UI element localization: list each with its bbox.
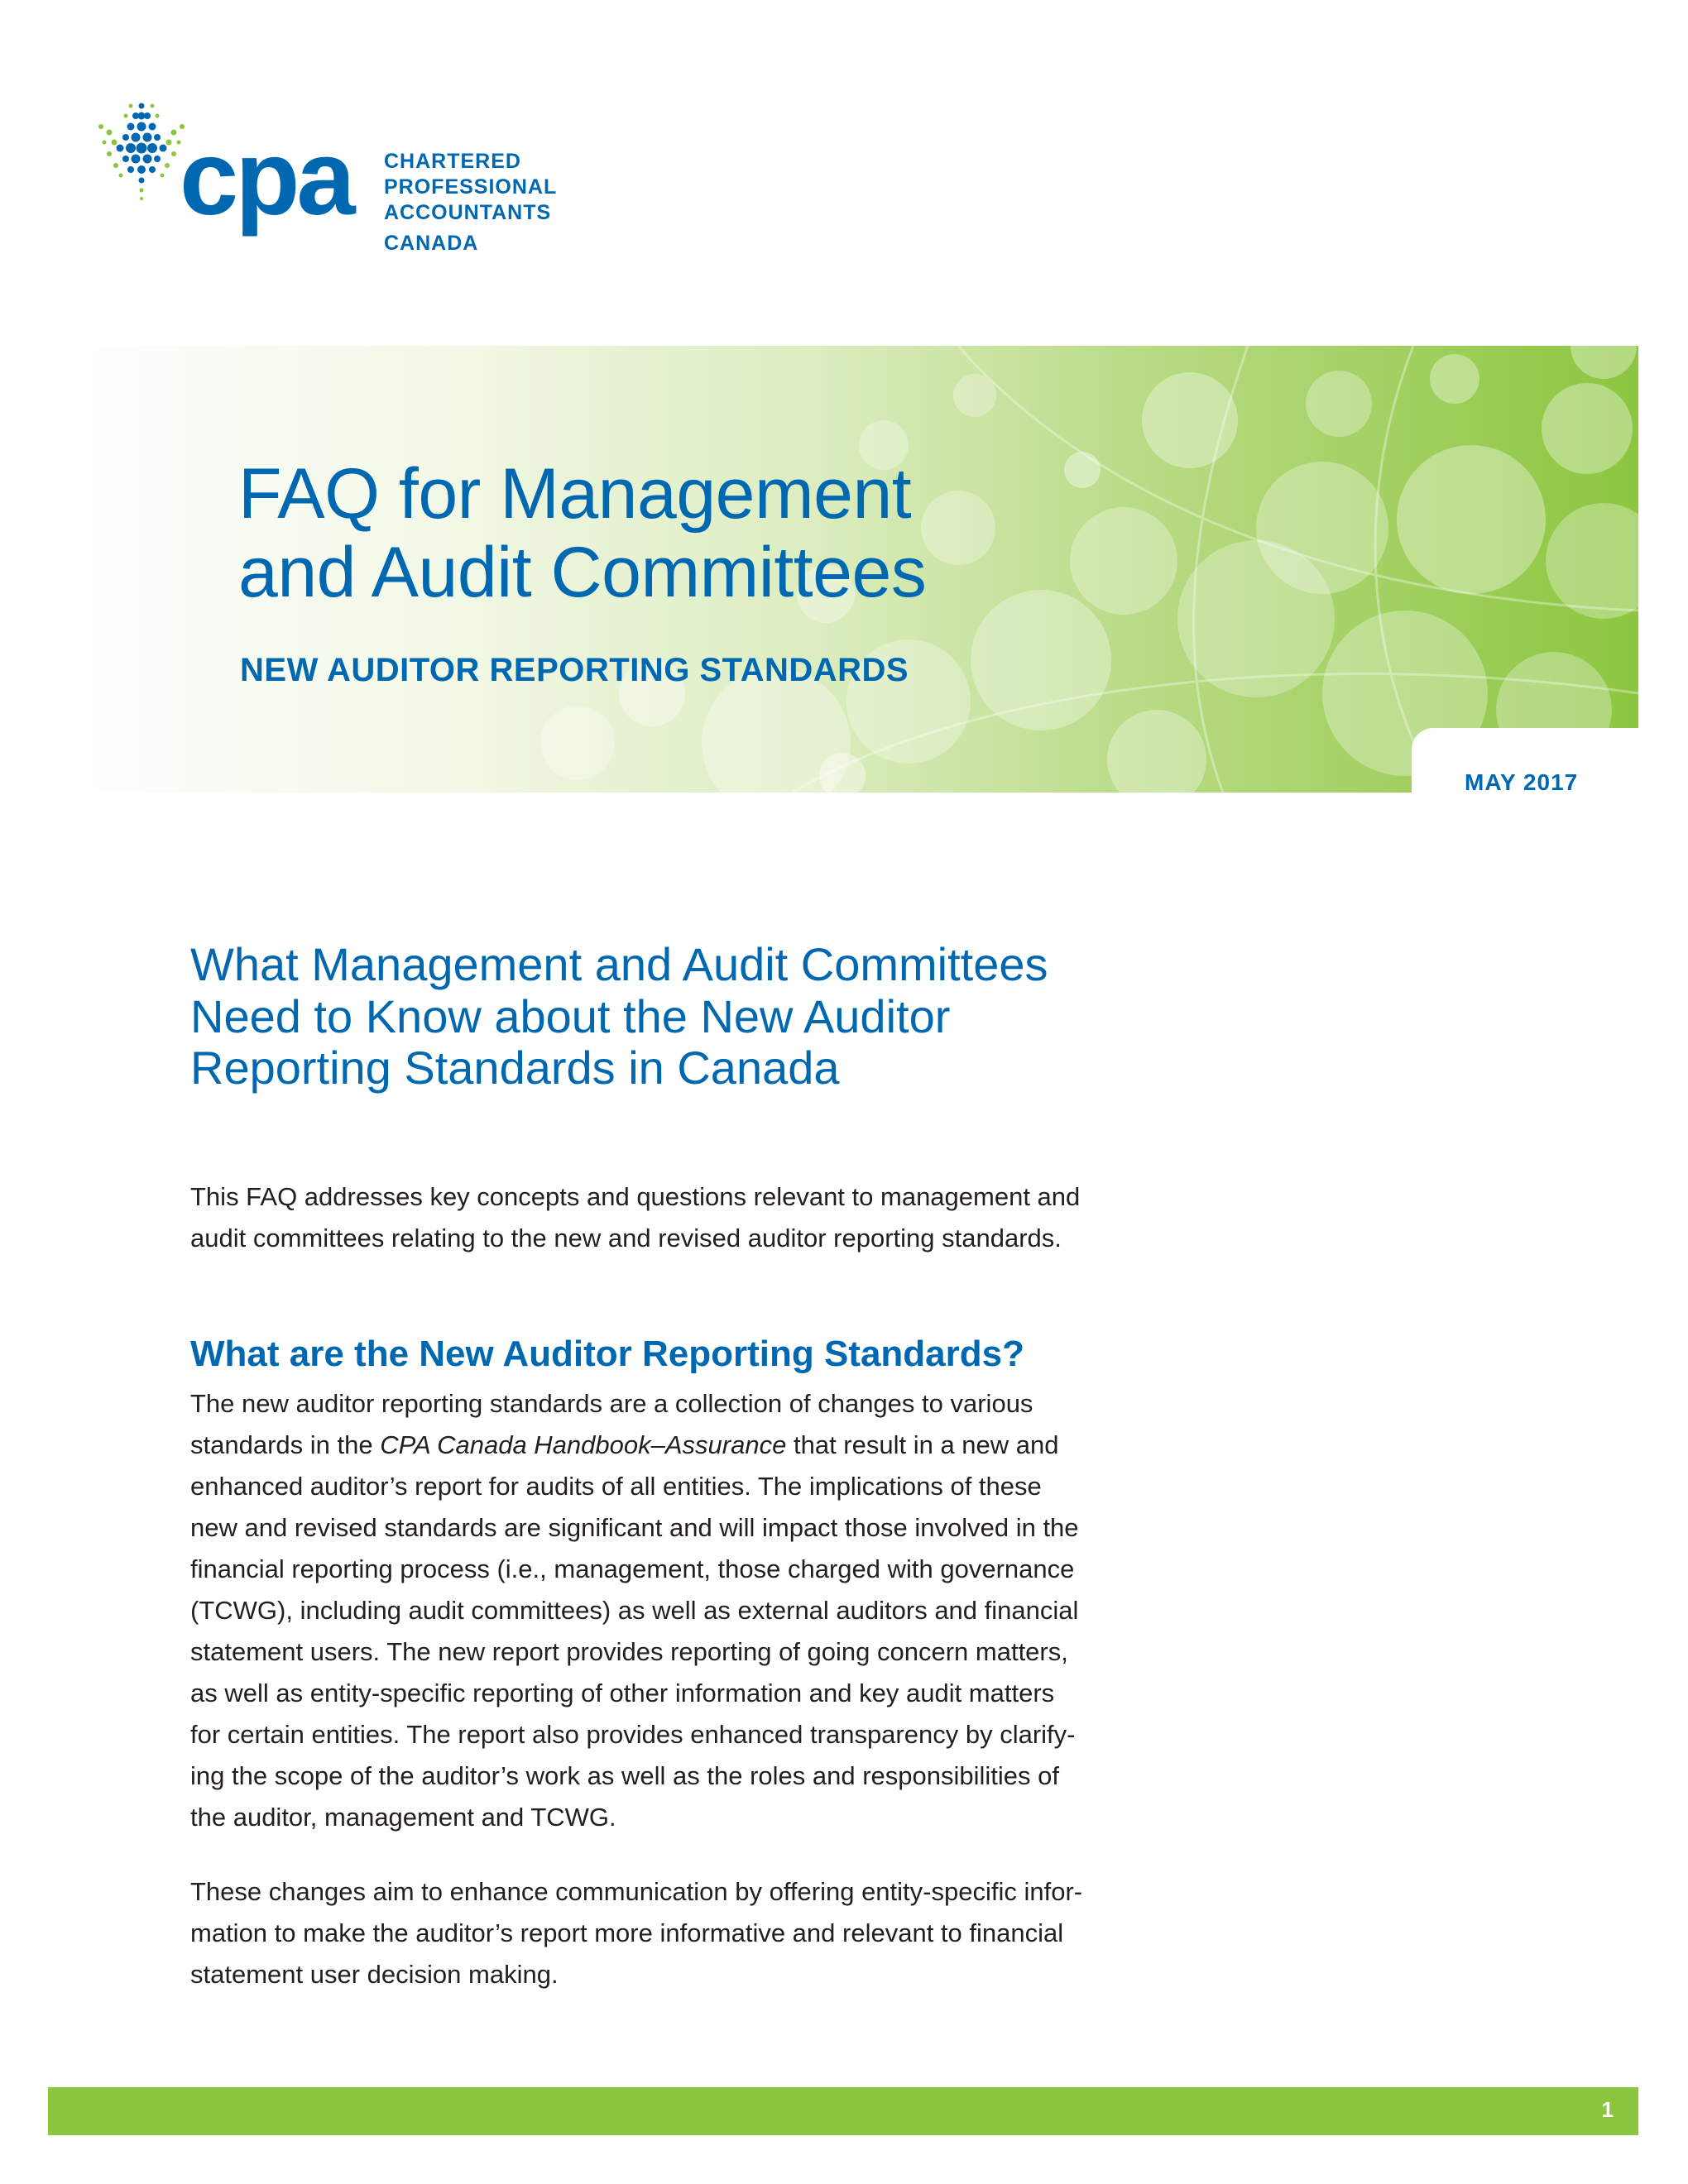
text-line: ing the scope of the auditor’s work as well as the roles and responsibilities of <box>190 1761 1059 1790</box>
text-line: as well as entity-specific reporting of other information and key audit matters <box>190 1679 1055 1707</box>
text-line: audit committees relating to the new and revised auditor reporting standards. <box>190 1224 1062 1252</box>
logo-country: CANADA <box>384 232 479 255</box>
footer-bar <box>48 2087 1638 2135</box>
text-line: new and revised standards are significant and will impact those involved in the <box>190 1513 1079 1542</box>
heading-line: What Management and Audit Committees <box>190 938 1048 990</box>
logo-wordmark <box>384 149 557 256</box>
section-paragraph-1 <box>190 1383 1299 1838</box>
title-banner <box>48 346 1638 793</box>
logo-word: CHARTERED <box>384 150 521 173</box>
document-title <box>238 455 926 611</box>
text-line-part: standards in the <box>190 1430 381 1459</box>
logo-word: ACCOUNTANTS <box>384 201 552 224</box>
logo-word: PROFESSIONAL <box>384 175 558 199</box>
text-line: the auditor, management and TCWG. <box>190 1803 616 1832</box>
text-line-part: that result in a new and <box>786 1430 1059 1459</box>
text-line: The new auditor reporting standards are a collection of changes to various <box>190 1389 1033 1418</box>
text-line: financial reporting process (i.e., management, those charged with governance <box>190 1554 1075 1583</box>
intro-paragraph <box>190 1176 1299 1259</box>
maple-leaf-dots-icon <box>93 99 190 207</box>
text-line: for certain entities. The report also provides enhanced transparency by clarify- <box>190 1720 1076 1749</box>
heading-line: Reporting Standards in Canada <box>190 1042 840 1094</box>
text-line: This FAQ addresses key concepts and questions relevant to management and <box>190 1182 1081 1211</box>
publication-date: MAY 2017 <box>1465 769 1579 795</box>
title-line: and Audit Committees <box>238 532 927 612</box>
page-number: 1 <box>1601 2097 1614 2122</box>
text-line: statement users. The new report provides reporting of going concern matters, <box>190 1637 1068 1666</box>
section-paragraph-2 <box>190 1871 1299 1995</box>
title-line: FAQ for Management <box>238 454 912 534</box>
logo-abbreviation: cpa <box>180 119 352 237</box>
text-line: These changes aim to enhance communication by offering entity-specific infor- <box>190 1877 1083 1906</box>
heading-line: Need to Know about the New Auditor <box>190 989 951 1042</box>
text-line: mation to make the auditor’s report more informative and relevant to financial <box>190 1918 1064 1947</box>
cpa-logo <box>93 93 581 258</box>
document-subtitle: NEW AUDITOR REPORTING STANDARDS <box>240 652 909 688</box>
text-line: statement user decision making. <box>190 1960 559 1989</box>
section-heading: What are the New Auditor Reporting Standards? <box>190 1334 1024 1374</box>
main-heading <box>190 939 1266 1094</box>
text-line: enhanced auditor’s report for audits of all entities. The implications of these <box>190 1472 1042 1501</box>
text-line: (TCWG), including audit committees) as well as external auditors and financial <box>190 1596 1079 1625</box>
handbook-title: CPA Canada Handbook–Assurance <box>380 1430 787 1459</box>
